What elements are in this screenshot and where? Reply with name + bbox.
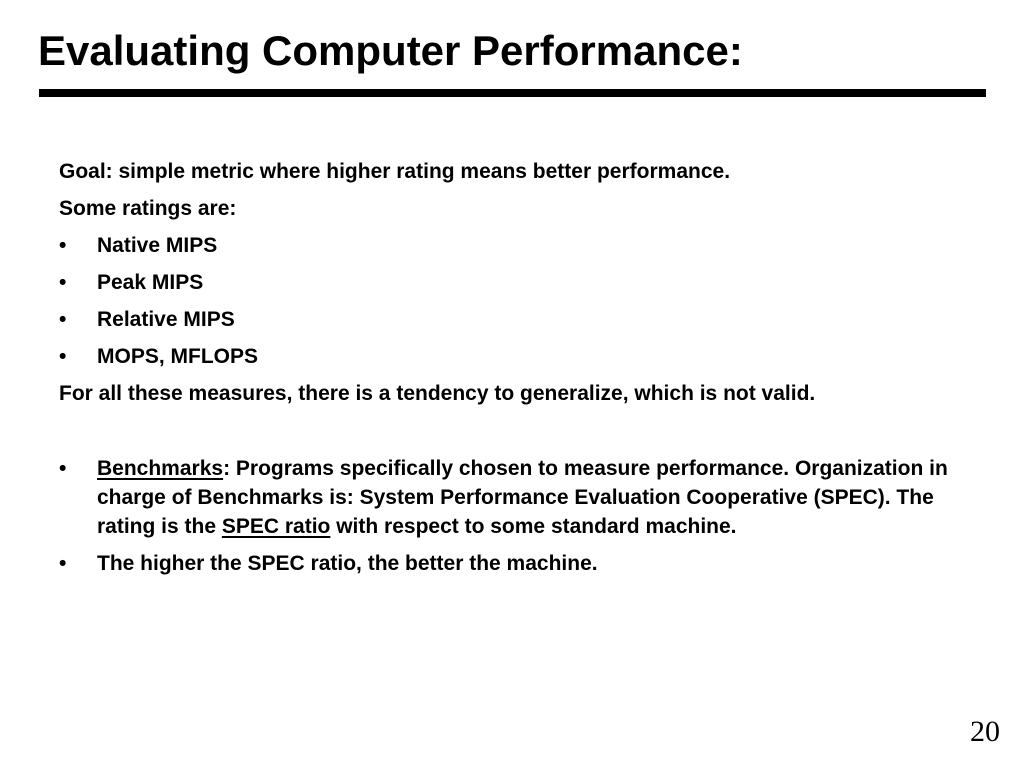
spec-ratio-term: SPEC ratio — [221, 515, 331, 538]
benchmarks-tail: with respect to some standard machine. — [330, 515, 737, 538]
rating-label: MOPS, MFLOPS — [97, 345, 259, 368]
rating-item-relative-mips — [59, 305, 959, 334]
rating-label: Relative MIPS — [97, 308, 235, 331]
rating-item-peak-mips — [59, 268, 959, 297]
title-underline — [39, 89, 986, 97]
benchmarks-item — [59, 454, 959, 541]
generalize-note: For all these measures, there is a tendency to generalize, which is not valid. — [59, 382, 816, 405]
slide-body — [59, 157, 959, 586]
spec-ratio-item — [59, 549, 959, 578]
bullet-icon: • — [59, 271, 67, 294]
bullet-icon: • — [59, 308, 67, 331]
benchmarks-definition: : Programs specifically chosen to measure performance. Organization in charge of Benchmarks is: System Performance Evaluation Cooperative (SPEC). The rating is the — [97, 457, 948, 538]
rating-label: Peak MIPS — [97, 271, 204, 294]
bullet-icon: • — [59, 457, 67, 480]
bullet-icon: • — [59, 552, 67, 575]
spacer — [59, 416, 959, 454]
spec-ratio-statement: The higher the SPEC ratio, the better the machine. — [97, 552, 598, 575]
rating-item-mops-mflops — [59, 342, 959, 371]
ratings-intro: Some ratings are: — [59, 197, 237, 220]
benchmarks-text — [97, 457, 948, 538]
page-number: 20 — [970, 715, 1000, 748]
benchmarks-term: Benchmarks — [97, 457, 224, 480]
bullet-icon: • — [59, 345, 67, 368]
rating-item-native-mips — [59, 231, 959, 260]
bullet-icon: • — [59, 234, 67, 257]
slide-title: Evaluating Computer Performance: — [38, 27, 743, 74]
goal-text: Goal: simple metric where higher rating means better performance. — [59, 160, 731, 183]
rating-label: Native MIPS — [97, 234, 218, 257]
